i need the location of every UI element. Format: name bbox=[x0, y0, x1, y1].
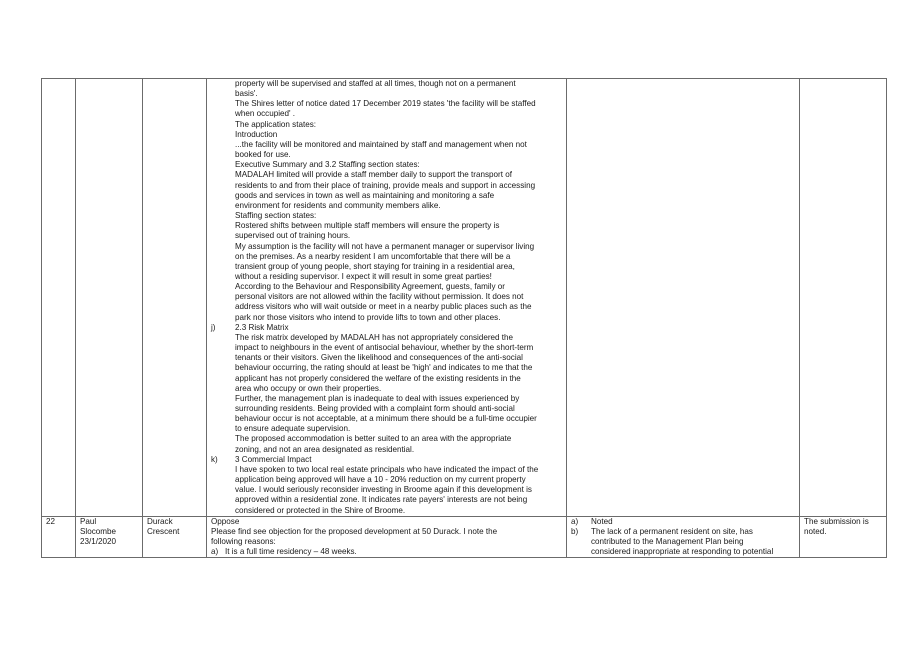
cell-submitter bbox=[76, 79, 143, 517]
text-line: ...the facility will be monitored and maintained by staff and management when not bbox=[235, 139, 527, 149]
text-line: behaviour occur is not acceptable, at a minimum there should be a full-time occupier bbox=[235, 414, 537, 424]
recommendation-line: The submission is bbox=[804, 516, 869, 526]
text-line: area who occupy or own their properties. bbox=[235, 383, 382, 393]
cell-submission bbox=[207, 516, 567, 558]
text-line: According to the Behaviour and Responsibility Agreement, guests, family or bbox=[235, 282, 505, 292]
text-line: on the premises. As a nearby resident I am uncomfortable that there will be a bbox=[235, 251, 511, 261]
response-b bbox=[571, 527, 795, 557]
text-line: behaviour occurring, the rating should at least be 'high' and indicates to me that the bbox=[235, 363, 533, 373]
text-line: Further, the management plan is inadequate to deal with issues experienced by bbox=[235, 393, 520, 403]
text-line: tenants or their visitors. Given the likelihood and consequences of the anti-social bbox=[235, 353, 523, 363]
text-line: transient group of young people, short staying for training in a residential area, bbox=[235, 261, 515, 271]
recommendation-line: noted. bbox=[804, 526, 827, 536]
text-line: zoning, and not an area designated as residential. bbox=[235, 444, 415, 454]
response-a-text: Noted bbox=[591, 516, 613, 526]
response-b-label: b) bbox=[571, 526, 579, 536]
submitter-name-line: Paul bbox=[80, 516, 97, 526]
cell-address bbox=[143, 516, 207, 558]
text-line: The proposed accommodation is better suited to an area with the appropriate bbox=[235, 434, 512, 444]
item-k-heading: 3 Commercial Impact bbox=[235, 454, 312, 464]
item-k-label: k) bbox=[211, 454, 218, 464]
cell-recommendation bbox=[800, 516, 887, 558]
text-line: My assumption is the facility will not have a permanent manager or supervisor living bbox=[235, 241, 535, 251]
text-line: applicant has not properly considered the welfare of the existing residents in the bbox=[235, 373, 521, 383]
text-line: The lack of a permanent resident on site, has bbox=[591, 526, 753, 536]
cell-recommendation bbox=[800, 79, 887, 517]
text-line: approved within a residential zone. It indicates rate payers' interests are not being bbox=[235, 495, 528, 505]
item-j-heading: 2.3 Risk Matrix bbox=[235, 322, 289, 332]
text-line: application being approved will have a 10 - 20% reduction on my current property bbox=[235, 475, 526, 485]
text-line: considered inappropriate at responding to potential bbox=[591, 547, 774, 557]
cell-number bbox=[42, 79, 76, 517]
response-a bbox=[571, 517, 795, 527]
text-line: surrounding residents. Being provided with a complaint form should anti-social bbox=[235, 404, 515, 413]
text-line: I have spoken to two local real estate principals who have indicated the impact of the bbox=[235, 464, 539, 474]
submissions-table bbox=[41, 78, 887, 558]
cell-address bbox=[143, 79, 207, 517]
text-line: Please find see objection for the proposed development at 50 Durack. I note the bbox=[211, 526, 498, 536]
text-line: to ensure adequate supervision. bbox=[235, 424, 351, 434]
text-line: MADALAH limited will provide a staff member daily to support the transport of bbox=[235, 170, 512, 180]
text-line: impact to neighbours in the event of antisocial behaviour, whether by the short-term bbox=[235, 343, 534, 353]
cell-submitter bbox=[76, 516, 143, 558]
cell-response bbox=[567, 516, 800, 558]
text-line: Introduction bbox=[235, 129, 278, 139]
submitter-name-line: Slocombe bbox=[80, 526, 116, 536]
text-line: residents to and from their place of training, provide meals and support in accessing bbox=[235, 180, 536, 190]
text-line: The Shires letter of notice dated 17 December 2019 states 'the facility will be staffed bbox=[235, 99, 536, 109]
text-line: goods and services in town as well as maintaining and monitoring a safe bbox=[235, 190, 495, 200]
submission-number: 22 bbox=[46, 516, 56, 526]
submission-heading: Oppose bbox=[211, 516, 240, 526]
submission-date: 23/1/2020 bbox=[80, 537, 117, 547]
text-line: following reasons: bbox=[211, 537, 276, 547]
text-line: property will be supervised and staffed at all times, though not on a permanent bbox=[235, 79, 516, 88]
address-line: Crescent bbox=[147, 526, 180, 536]
address-line: Durack bbox=[147, 516, 173, 526]
text-line: personal visitors are not allowed within the facility without permission. It does not bbox=[235, 292, 524, 302]
text-line: The risk matrix developed by MADALAH has not appropriately considered the bbox=[235, 332, 514, 342]
text-line: when occupied' . bbox=[235, 109, 296, 119]
text-line: contributed to the Management Plan being bbox=[591, 537, 744, 547]
table-row-continued bbox=[42, 79, 887, 517]
item-j-label: j) bbox=[211, 322, 216, 332]
text-line: booked for use. bbox=[235, 150, 291, 160]
text-line: value. I would seriously reconsider investing in Broome again if this development is bbox=[235, 485, 532, 495]
text-line: The application states: bbox=[235, 119, 316, 129]
item-k bbox=[211, 455, 562, 516]
text-line: considered or protected in the Shire of Broome. bbox=[235, 505, 406, 515]
response-a-label: a) bbox=[571, 516, 579, 526]
text-line: park nor those visitors who intend to provide lifts to town and other places. bbox=[235, 312, 501, 322]
text-line: environment for residents and community members alike. bbox=[235, 200, 441, 210]
text-line: Rostered shifts between multiple staff members will ensure the property is bbox=[235, 221, 500, 231]
text-line: Executive Summary and 3.2 Staffing section states: bbox=[235, 160, 420, 170]
text-line: supervised out of training hours. bbox=[235, 231, 351, 241]
submission-point-a bbox=[211, 547, 562, 557]
text-line: basis'. bbox=[235, 89, 258, 99]
cell-response bbox=[567, 79, 800, 517]
point-a-text: It is a full time residency – 48 weeks. bbox=[225, 547, 357, 557]
point-a-label: a) bbox=[211, 547, 219, 557]
item-j bbox=[211, 323, 562, 455]
text-line: Staffing section states: bbox=[235, 211, 317, 221]
cell-number bbox=[42, 516, 76, 558]
submission-text-continued bbox=[211, 79, 562, 323]
text-line: without a residing supervisor. I expect it will result in some great parties! bbox=[235, 271, 492, 281]
text-line: address visitors who will wait outside or meet in a nearby public places such as the bbox=[235, 302, 532, 312]
table-row-22 bbox=[42, 516, 887, 558]
cell-submission bbox=[207, 79, 567, 517]
